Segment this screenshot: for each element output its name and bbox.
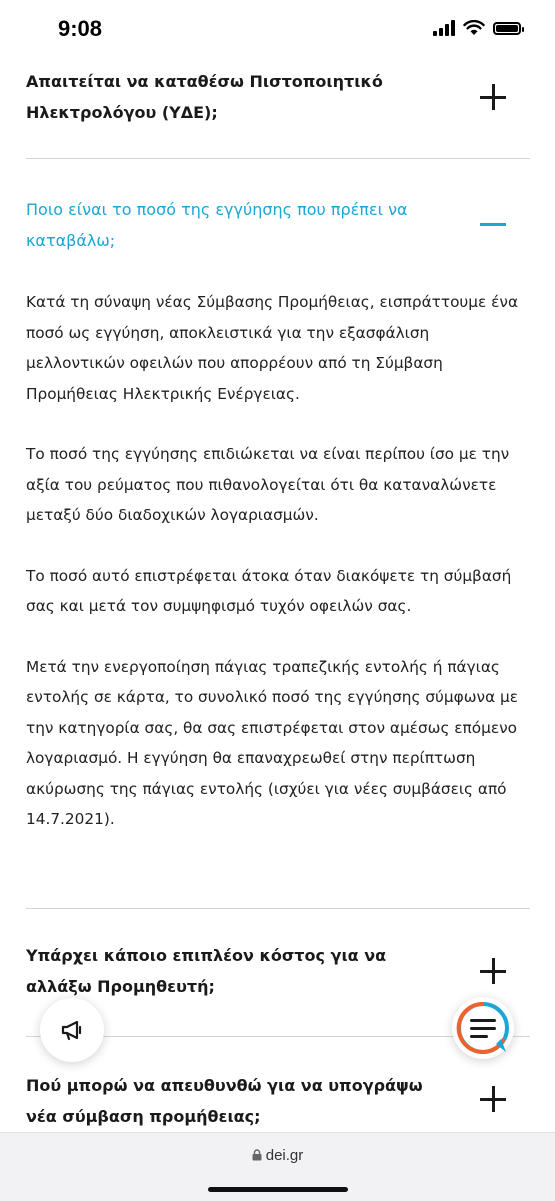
- faq-question[interactable]: Απαιτείται να καταθέσω Πιστοποιητικό Ηλεκτρολόγου (ΥΔΕ);: [26, 72, 383, 122]
- faq-question-open[interactable]: Ποιο είναι το ποσό της εγγύησης που πρέπει να καταβάλω;: [26, 200, 408, 250]
- plus-icon[interactable]: [480, 958, 506, 984]
- url-text: dei.gr: [265, 1147, 304, 1164]
- wifi-icon: [463, 20, 485, 36]
- status-icons: [433, 20, 521, 36]
- status-bar: [0, 0, 555, 60]
- answer-paragraph: Κατά τη σύναψη νέας Σύμβασης Προμήθειας, εισπράττουμε ένα ποσό ως εγγύηση, αποκλειστικά για την εξασφάλιση μελλοντικών οφειλών που απορρέουν από τη Σύμβαση Προμήθειας Ηλεκτρικής Ενέργειας.: [26, 293, 519, 403]
- lock-icon: [252, 1149, 262, 1161]
- chat-button[interactable]: [452, 997, 514, 1059]
- announcements-button[interactable]: [40, 998, 104, 1062]
- plus-icon[interactable]: [480, 1086, 506, 1112]
- faq-item-extra-cost[interactable]: [26, 940, 530, 1002]
- address-bar[interactable]: [0, 1147, 555, 1164]
- answer-paragraph: Το ποσό αυτό επιστρέφεται άτοκα όταν διακόψετε τη σύμβασή σας και μετά τον συμψηφισμό τυχόν οφειλών σας.: [26, 566, 512, 615]
- battery-icon: [493, 22, 521, 35]
- divider: [26, 908, 530, 909]
- status-time: 9:08: [58, 16, 103, 41]
- answer-paragraph: Μετά την ενεργοποίηση πάγιας τραπεζικής εντολής ή πάγιας εντολής σε κάρτα, το συνολικό ποσό της εγγύησης σύμφωνα με την κατηγορία σας, θα σας επιστρέφεται στον αμέσως επόμενο λογαριασμό. Η εγγύηση θα επαναχρεωθεί στην περίπτωση ακύρωσης της πάγιας εντολής (ισχύει για νέες συμβάσεις από 14.7.2021).: [26, 657, 519, 828]
- answer-paragraph: Το ποσό της εγγύησης επιδιώκεται να είναι περίπου ίσο με την αξία του ρεύματος που πιθανολογείται ότι θα καταναλώνετε μεταξύ δύο διαδοχικών λογαριασμών.: [26, 445, 510, 524]
- faq-item-where-to-sign[interactable]: [26, 1070, 530, 1132]
- divider: [26, 158, 530, 159]
- cellular-signal-icon: [433, 20, 455, 36]
- faq-item-guarantee-amount[interactable]: [26, 194, 530, 256]
- faq-answer: [26, 287, 532, 865]
- minus-icon[interactable]: [480, 211, 506, 237]
- faq-question[interactable]: Πού μπορώ να απευθυνθώ για να υπογράψω νέα σύμβαση προμήθειας;: [26, 1076, 423, 1126]
- chat-icon: [452, 997, 514, 1059]
- faq-question[interactable]: Υπάρχει κάποιο επιπλέον κόστος για να αλλάξω Προμηθευτή;: [26, 946, 387, 996]
- megaphone-icon: [59, 1017, 85, 1043]
- plus-icon[interactable]: [480, 84, 506, 110]
- home-indicator: [208, 1187, 348, 1192]
- faq-item-ude-certificate[interactable]: [26, 66, 530, 128]
- browser-bottom-bar: [0, 1132, 555, 1201]
